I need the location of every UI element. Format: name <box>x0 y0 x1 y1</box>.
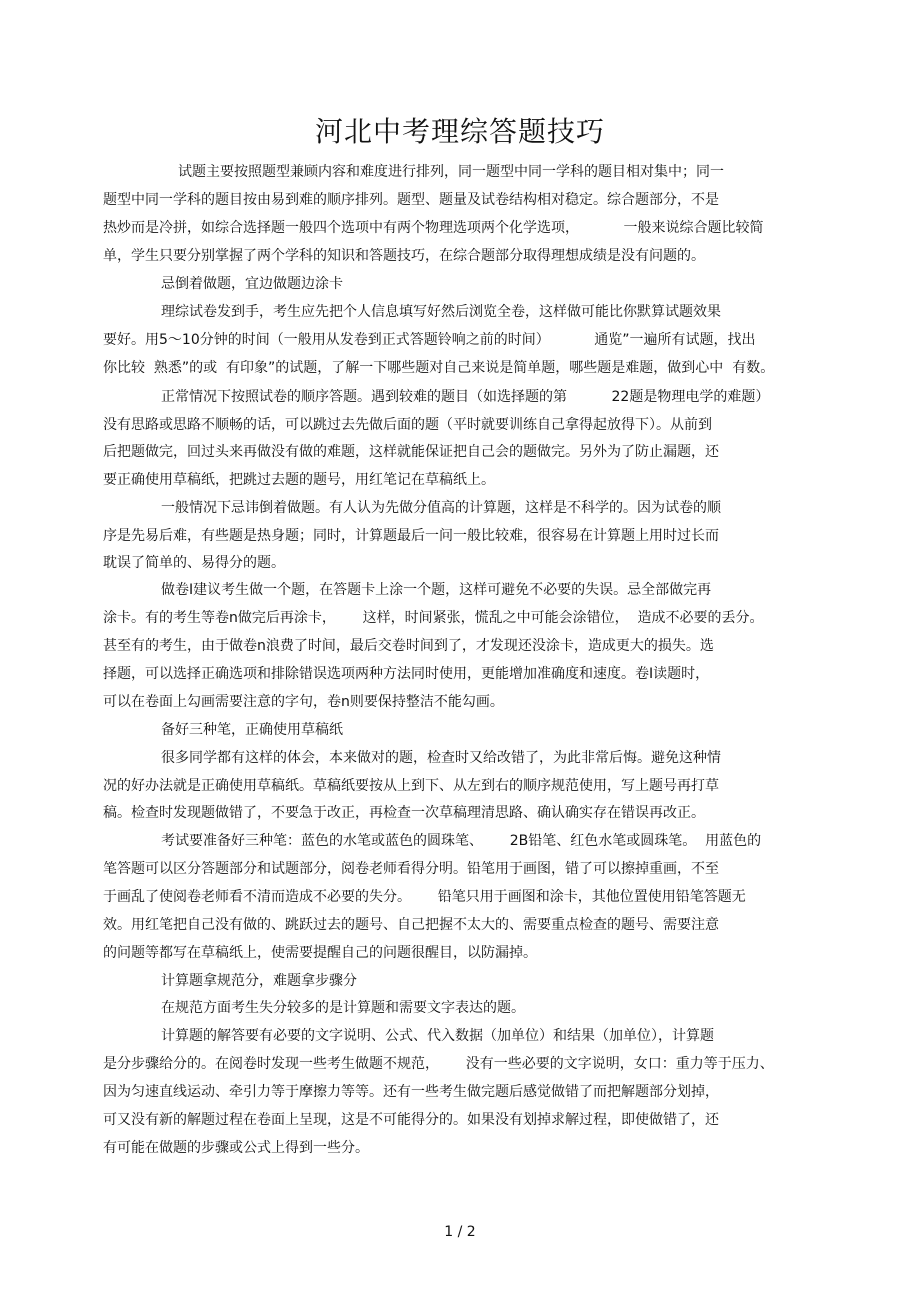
body-line: 考试要准备好三种笔：蓝色的水笔或蓝色的圆珠笔、 2B铅笔、红色水笔或圆珠笔。 用蓝色的 <box>161 833 762 849</box>
body-line: 有可能在做题的步骤或公式上得到一些分。 <box>103 1140 369 1156</box>
body-line: 做卷I建议考生做一个题，在答题卡上涂一个题，这样可避免不必要的失误。忌全部做完再 <box>161 582 712 598</box>
body-line: 试题主要按照题型兼顾内容和难度进行排列，同一题型中同一学科的题目相对集中；同一 <box>178 164 724 180</box>
section-heading: 计算题拿规范分，难题拿步骤分 <box>161 973 357 989</box>
body-line: 稿。检查时发现题做错了，不要急于改正，再检查一次草稿理清思路、确认确实存在错误再改正。 <box>103 805 705 821</box>
body-line: 因为匀速直线运动、牵引力等于摩擦力等等。还有一些考生做完题后感觉做错了而把解题部分划掉， <box>103 1084 719 1100</box>
body-line: 效。用红笔把自己没有做的、跳跃过去的题号、自己把握不太大的、需要重点检查的题号、需要注意 <box>103 917 719 933</box>
body-line: 要正确使用草稿纸，把跳过去题的题号，用红笔记在草稿纸上。 <box>103 472 495 488</box>
body-line: 一般情况下忌讳倒着做题。有人认为先做分值高的计算题，这样是不科学的。因为试卷的顺 <box>161 500 721 516</box>
body-line: 在规范方面考生失分较多的是计算题和需要文字表达的题。 <box>161 1000 525 1016</box>
section-heading: 备好三种笔，正确使用草稿纸 <box>161 722 343 738</box>
body-line: 于画乱了使阅卷老师看不清而造成不必要的失分。 铅笔只用于画图和涂卡，其他位置使用铅笔答题无 <box>103 889 746 905</box>
body-line: 甚至有的考生，由于做卷n浪费了时间，最后交卷时间到了，才发现还没涂卡，造成更大的损失。选 <box>103 638 714 654</box>
body-line: 是分步骤给分的。在阅卷时发现一些考生做题不规范， 没有一些必要的文字说明，女口：重力等于压力、 <box>103 1056 774 1072</box>
body-line: 涂卡。有的考生等卷n做完后再涂卡， 这样，时间紧张，慌乱之中可能会涂错位， 造成不必要的丢分。 <box>103 610 764 626</box>
body-line: 理综试卷发到手，考生应先把个人信息填写好然后浏览全卷，这样做可能比你默算试题效果 <box>161 304 721 320</box>
body-line: 你比较 熟悉”的或 有印象”的试题，了解一下哪些题对自己来说是简单题，哪些题是难题，做到心中 有数。 <box>103 360 775 376</box>
body-line: 热炒而是冷拼，如综合选择题一般四个选项中有两个物理选项两个化学选项， 一般来说综合题比较简 <box>103 220 764 236</box>
body-line: 要好。用5～10分钟的时间（一般用从发卷到正式答题铃响之前的时间） 通览”一遍所有试题，找出 <box>103 332 756 348</box>
body-line: 耽误了简单的、易得分的题。 <box>103 555 285 571</box>
body-line: 笔答题可以区分答题部分和试题部分，阅卷老师看得分明。铅笔用于画图，错了可以擦掉重画，不至 <box>103 861 719 877</box>
body-line: 单，学生只要分别掌握了两个学科的知识和答题技巧，在综合题部分取得理想成绩是没有问题的。 <box>103 248 705 264</box>
body-line: 可又没有新的解题过程在卷面上呈现，这是不可能得分的。如果没有划掉求解过程，即使做错了，还 <box>103 1112 719 1128</box>
body-line: 的问题等都写在草稿纸上，使需要提醒自己的问题很醒目，以防漏掉。 <box>103 945 537 961</box>
body-line: 况的好办法就是正确使用草稿纸。草稿纸要按从上到下、从左到右的顺序规范使用，写上题号再打草 <box>103 778 719 794</box>
body-line: 择题，可以选择正确选项和排除错误选项两种方法同时使用，更能增加准确度和速度。卷I读题时， <box>103 666 710 682</box>
body-line: 题型中同一学科的题目按由易到难的顺序排列。题型、题量及试卷结构相对稳定。综合题部分，不是 <box>103 192 719 208</box>
section-heading: 忌倒着做题，宜边做题边涂卡 <box>161 276 343 292</box>
body-line: 正常情况下按照试卷的顺序答题。遇到较难的题目（如选择题的第 22题是物理电学的难题） <box>161 389 770 405</box>
body-line: 后把题做完，回过头来再做没有做的难题，这样就能保证把自己会的题做完。另外为了防止漏题，还 <box>103 444 719 460</box>
body-line: 很多同学都有这样的体会，本来做对的题，检查时又给改错了，为此非常后悔。避免这种情 <box>161 750 721 766</box>
body-line: 可以在卷面上勾画需要注意的字句，卷n则要保持整洁不能勾画。 <box>103 694 504 710</box>
page-number: 1 / 2 <box>444 1224 476 1240</box>
body-line: 序是先易后难，有些题是热身题；同时，计算题最后一问一般比较难，很容易在计算题上用时过长而 <box>103 528 719 544</box>
page-title: 河北中考理综答题技巧 <box>314 115 605 148</box>
body-line: 计算题的解答要有必要的文字说明、公式、代入数据（加单位）和结果（加单位），计算题 <box>161 1028 714 1044</box>
body-line: 没有思路或思路不顺畅的话，可以跳过去先做后面的题（平时就要训练自己拿得起放得下）。从前到 <box>103 417 712 433</box>
